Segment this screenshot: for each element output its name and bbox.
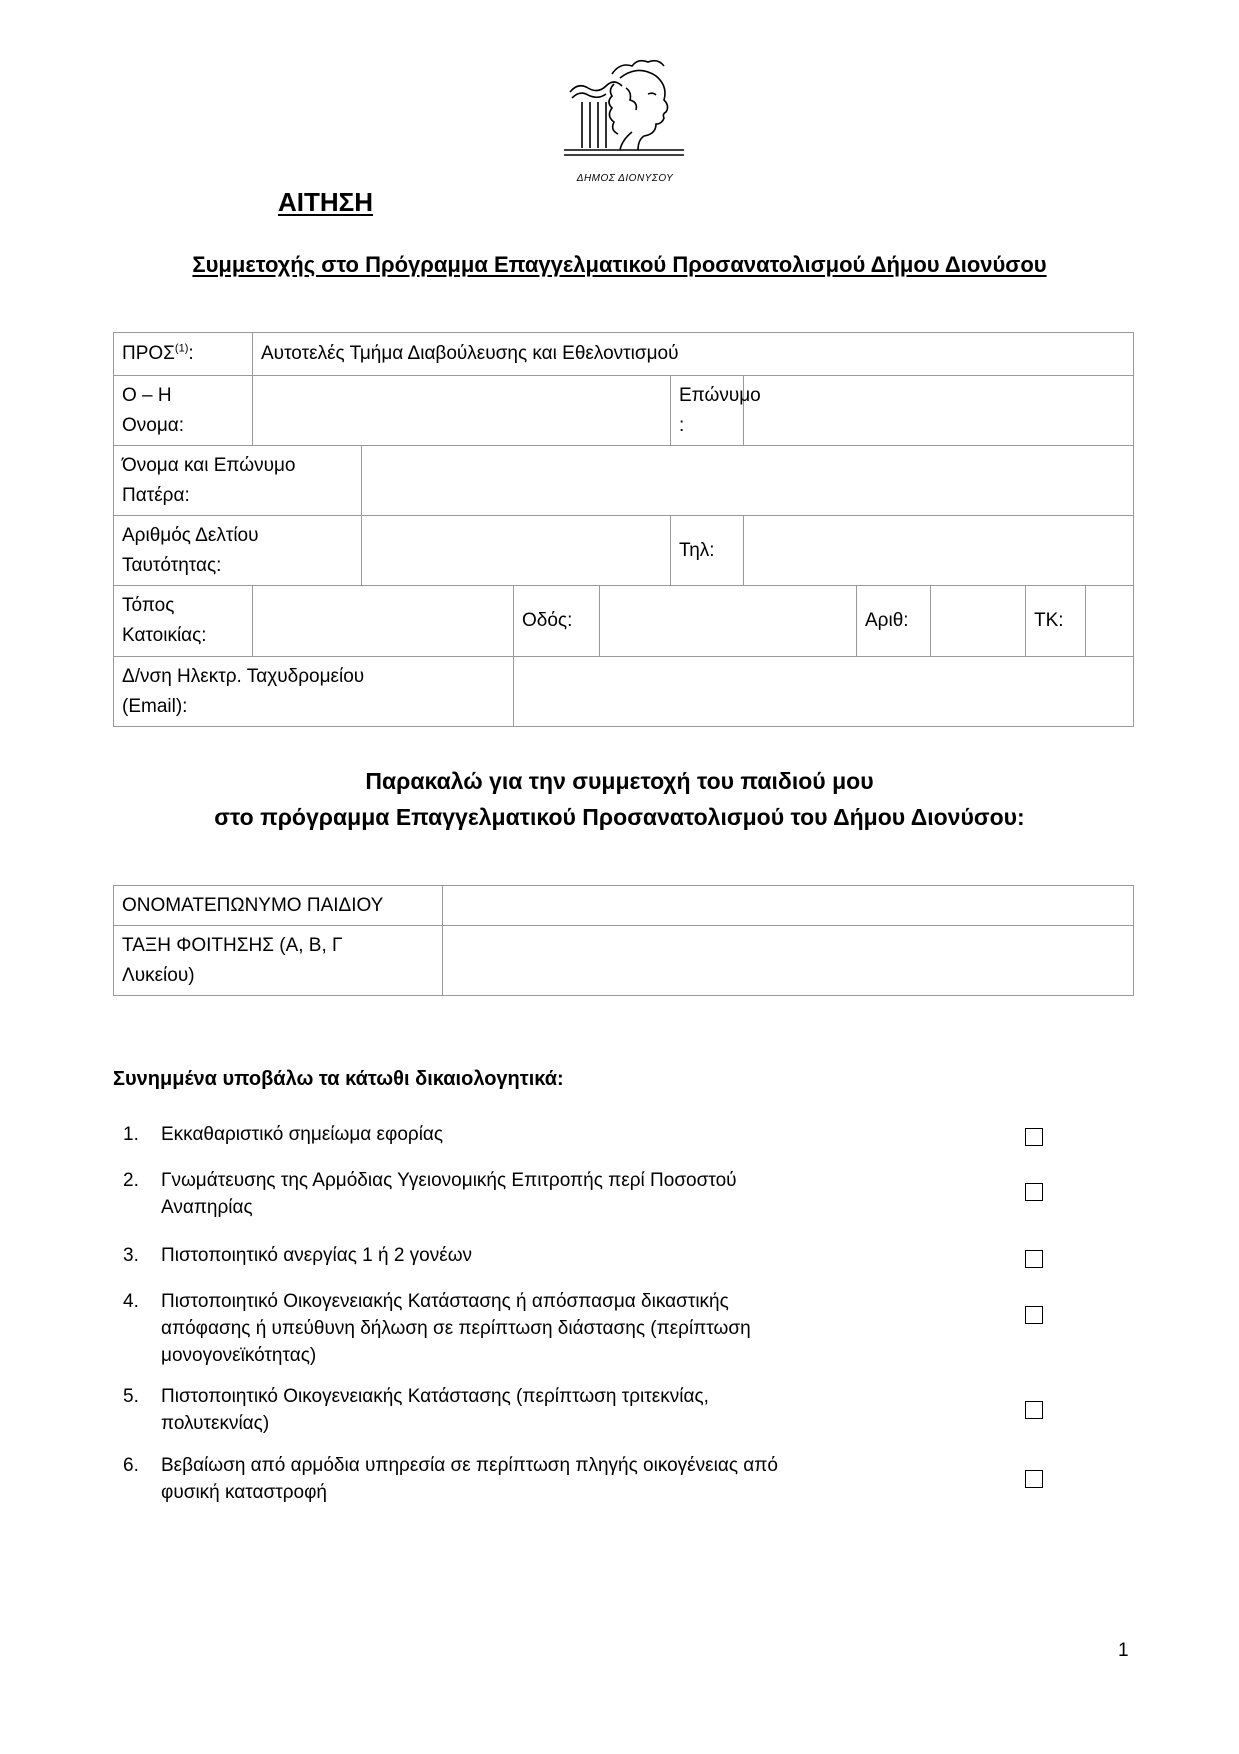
list-item-number: 2. [123, 1170, 139, 1191]
phone-label: Τηλ: [671, 516, 744, 586]
applicant-details-table [113, 332, 1134, 727]
postcode-cell [1026, 586, 1134, 657]
attachment-checkbox[interactable] [1025, 1306, 1043, 1324]
list-item-number: 5. [123, 1386, 139, 1407]
id-phone-row [114, 516, 1134, 586]
first-name-field[interactable] [253, 376, 671, 446]
child-name-row [114, 886, 1134, 926]
name-row [114, 376, 1134, 446]
phone-field[interactable] [744, 516, 1134, 586]
list-item-number: 4. [123, 1291, 139, 1312]
list-item-text: Βεβαίωση από αρμόδια υπηρεσία σε περίπτωση πληγής οικογένειας από φυσική καταστροφή [161, 1455, 778, 1503]
street-number-field[interactable] [931, 586, 1026, 657]
attachment-checkbox[interactable] [1025, 1470, 1043, 1488]
document-title: ΑΙΤΗΣΗ [278, 187, 374, 217]
attachment-checkbox[interactable] [1025, 1183, 1043, 1201]
attachment-checkbox[interactable] [1025, 1250, 1043, 1268]
logo-caption: ΔΗΜΟΣ ΔΙΟΝΥΣΟΥ [576, 173, 674, 184]
list-item-text: Γνωμάτευσης της Αρμόδιας Υγειονομικής Επιτροπής περί Ποσοστού Αναπηρίας [161, 1170, 737, 1218]
child-class-row [114, 926, 1134, 996]
father-name-label: Όνομα και Επώνυμο Πατέρα: [114, 446, 362, 516]
list-item-text: Πιστοποιητικό ανεργίας 1 ή 2 γονέων [161, 1245, 473, 1266]
residence-field[interactable] [253, 586, 514, 657]
child-name-field[interactable] [443, 886, 1134, 926]
email-row [114, 657, 1134, 727]
list-item-number: 3. [123, 1245, 139, 1266]
footnote-marker: (1) [174, 342, 189, 355]
first-name-label: Ο – Η Ονομα: [114, 376, 253, 446]
postcode-label: ΤΚ: [1026, 586, 1086, 656]
surname-label: Επώνυμο : [671, 376, 744, 446]
dionysus-head-icon [560, 58, 690, 166]
street-number-label: Αριθ: [857, 586, 931, 657]
attachment-checkbox[interactable] [1025, 1128, 1043, 1146]
list-item-number: 6. [123, 1455, 139, 1476]
list-item-text: Πιστοποιητικό Οικογενειακής Κατάστασης (περίπτωση τριτεκνίας, πολυτεκνίας) [161, 1386, 709, 1434]
attachment-checkbox[interactable] [1025, 1401, 1043, 1419]
email-field[interactable] [514, 657, 1134, 727]
municipality-logo [560, 58, 690, 184]
address-row [114, 586, 1134, 657]
id-card-label: Αριθμός Δελτίου Ταυτότητας: [114, 516, 362, 586]
child-name-label: ΟΝΟΜΑΤΕΠΩΝΥΜΟ ΠΑΙΔΙΟΥ [114, 886, 443, 926]
page-number: 1 [1118, 1640, 1129, 1661]
list-item-text: Εκκαθαριστικό σημείωμα εφορίας [161, 1124, 444, 1145]
child-details-table [113, 885, 1134, 996]
child-class-field[interactable] [443, 926, 1134, 996]
surname-field[interactable] [744, 376, 1134, 446]
request-statement: Παρακαλώ για την συμμετοχή του παιδιού μου στο πρόγραμμα Επαγγελματικού Προσανατολισμού του Δήμου Διονύσου: [214, 768, 1025, 830]
list-item-number: 1. [123, 1124, 139, 1145]
postcode-field[interactable] [1086, 586, 1133, 656]
father-row [114, 446, 1134, 516]
street-label: Οδός: [514, 586, 600, 657]
attachments-heading: Συνημμένα υποβάλω τα κάτωθι δικαιολογητικά: [113, 1068, 564, 1090]
document-subtitle: Συμμετοχής στο Πρόγραμμα Επαγγελματικού Προσανατολισμού Δήμου Διονύσου [192, 252, 1047, 277]
email-label: Δ/νση Ηλεκτρ. Ταχυδρομείου (Email): [114, 657, 514, 727]
recipient-label: ΠΡΟΣ$^{(1)}$: [114, 333, 253, 376]
recipient-row [114, 333, 1134, 376]
id-card-field[interactable] [362, 516, 671, 586]
father-name-field[interactable] [362, 446, 1134, 516]
residence-label: Τόπος Κατοικίας: [114, 586, 253, 657]
recipient-value: Αυτοτελές Τμήμα Διαβούλευσης και Εθελοντισμού [253, 333, 1134, 376]
street-field[interactable] [600, 586, 857, 657]
list-item-text: Πιστοποιητικό Οικογενειακής Κατάστασης ή απόσπασμα δικαστικής απόφασης ή υπεύθυνη δήλωση σε περίπτωση διάστασης (περίπτωση μονογονεϊκότητας) [161, 1291, 751, 1366]
child-class-label: ΤΑΞΗ ΦΟΙΤΗΣΗΣ (Α, Β, Γ Λυκείου) [114, 926, 443, 996]
